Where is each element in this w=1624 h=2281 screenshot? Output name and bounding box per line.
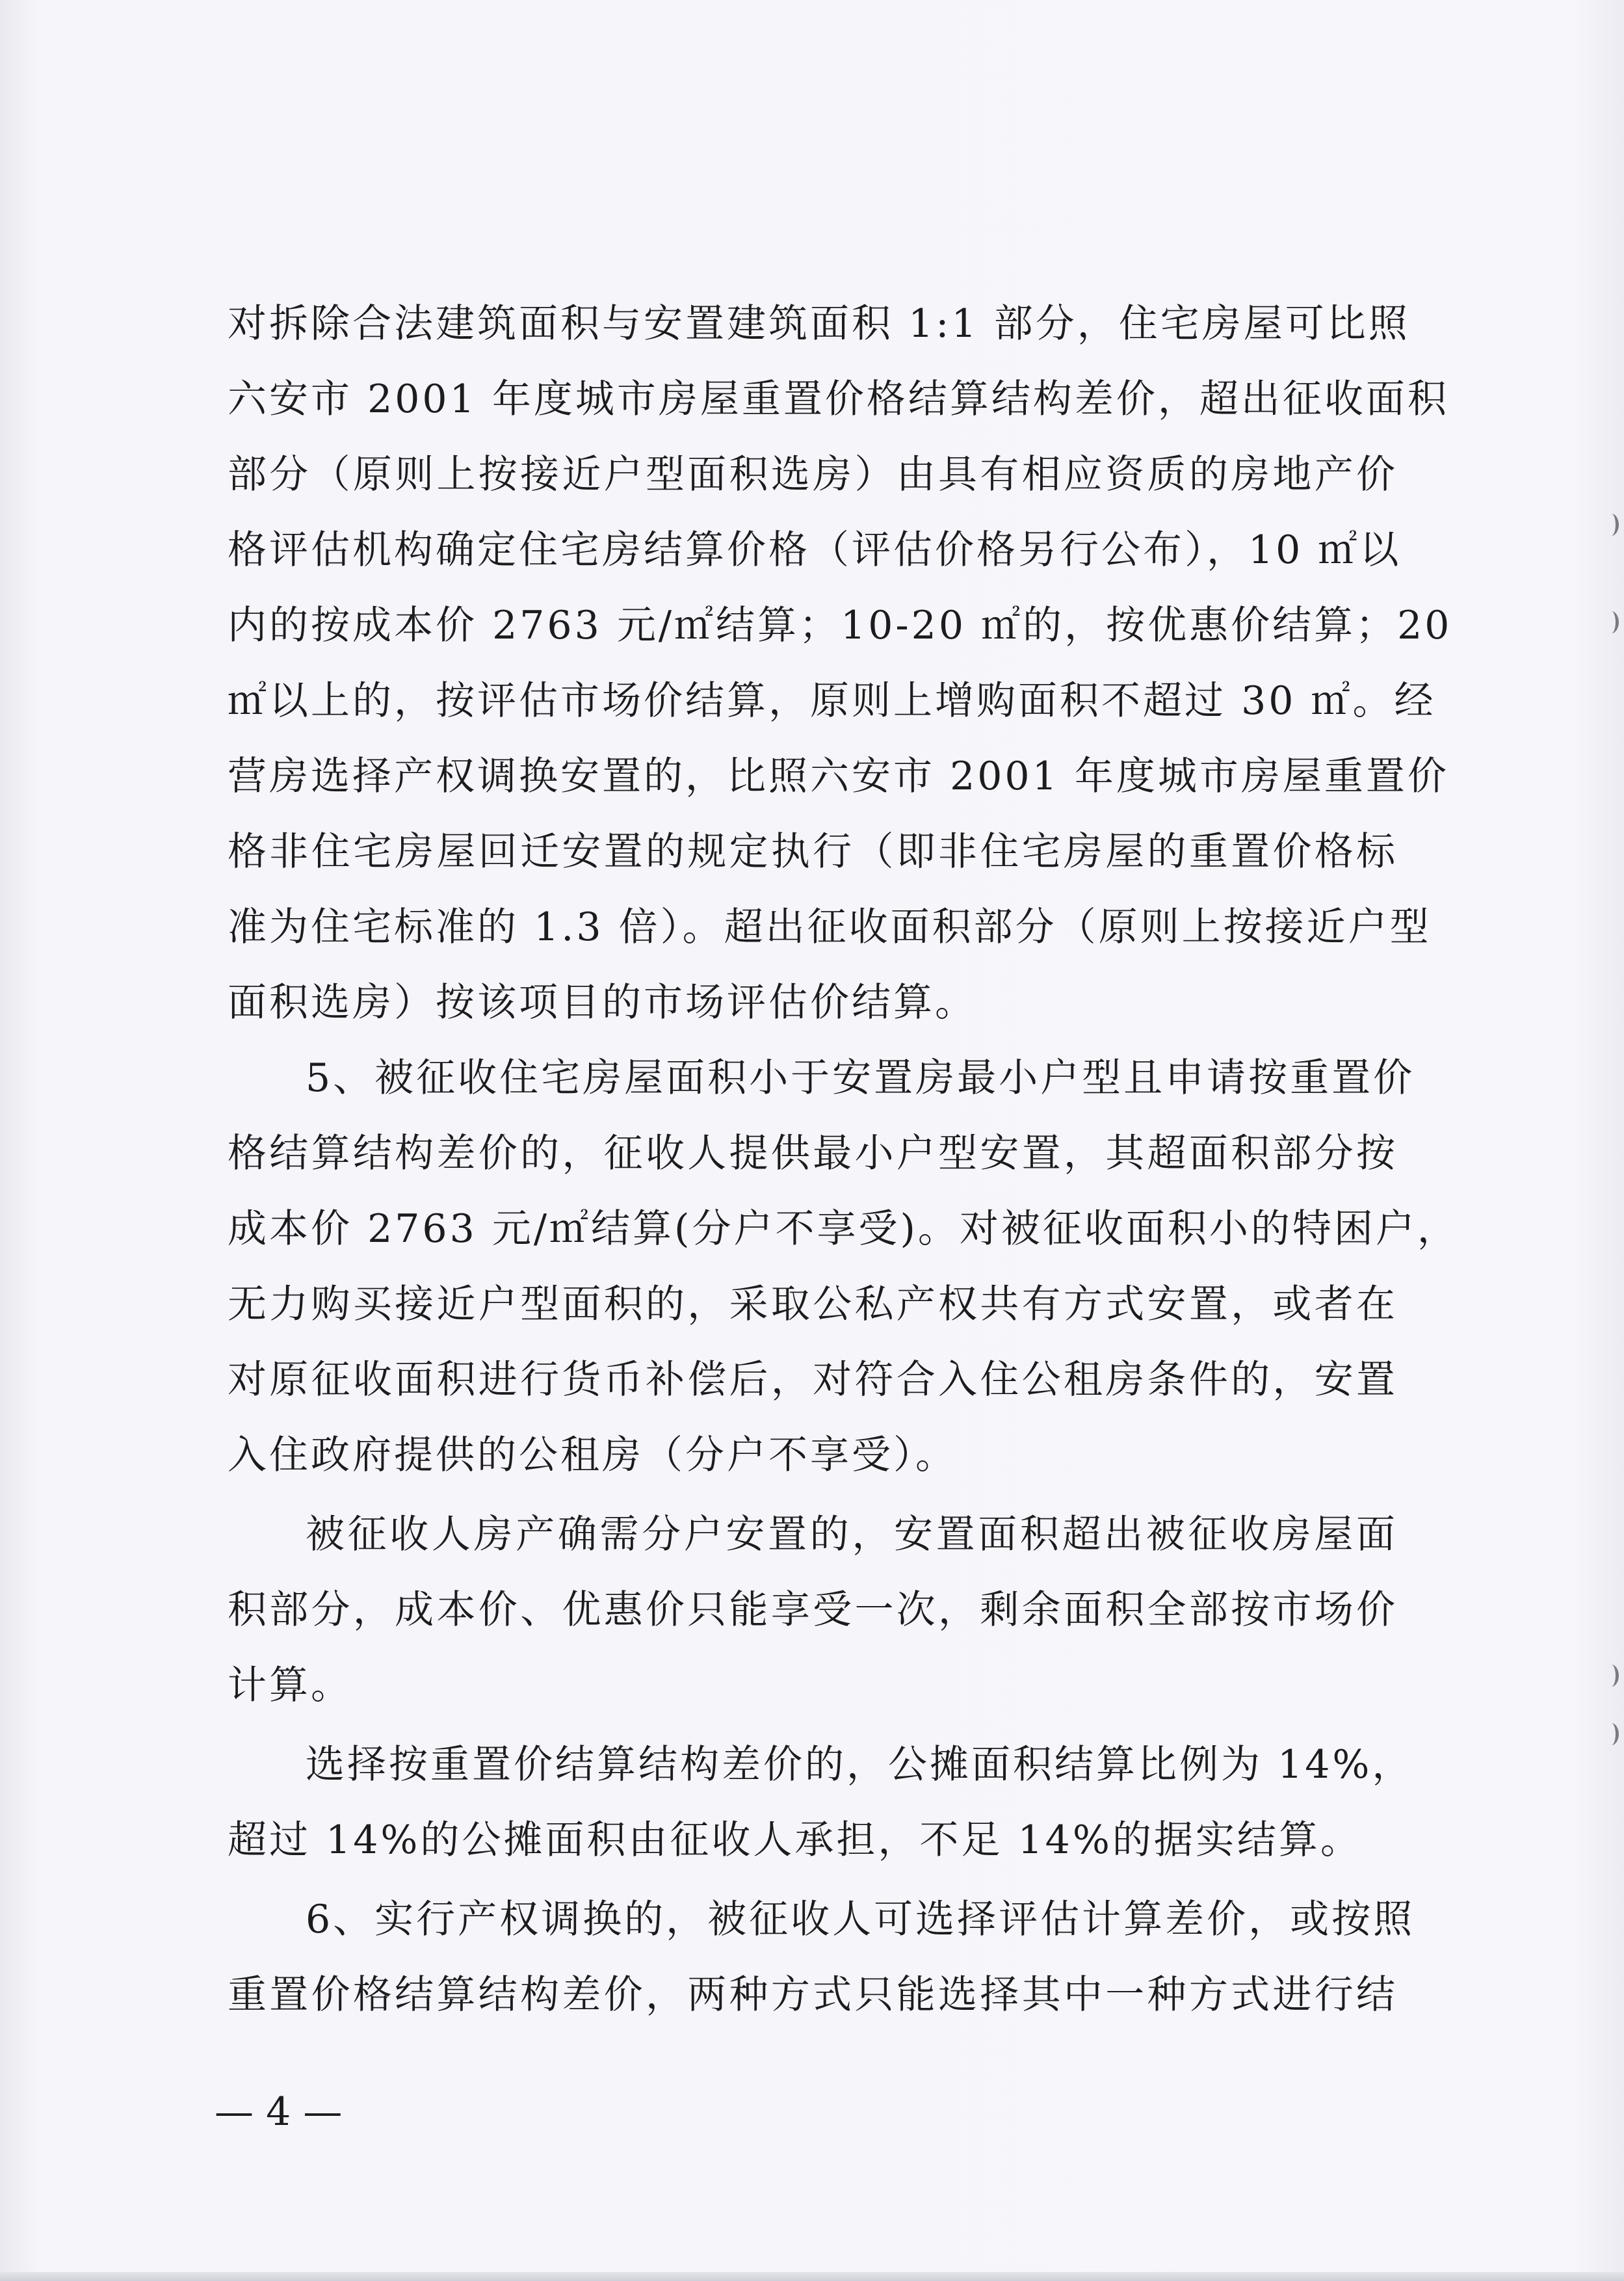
text-line: 营房选择产权调换安置的，比照六安市 2001 年度城市房屋重置价 (228, 754, 1449, 799)
text-line: 内的按成本价 2763 元/㎡结算；10-20 ㎡的，按优惠价结算；20 (228, 603, 1452, 648)
paragraph-start-line: 被征收人房产确需分户安置的，安置面积超出被征收房屋面 (306, 1512, 1398, 1557)
text-line: 格非住宅房屋回迁安置的规定执行（即非住宅房屋的重置价格标 (228, 829, 1398, 875)
scan-bottom-edge (0, 2272, 1624, 2281)
binding-mark (1604, 611, 1619, 633)
text-line: 无力购买接近户型面积的，采取公私产权共有方式安置，或者在 (228, 1282, 1398, 1327)
text-line: 格评估机构确定住宅房结算价格（评估价格另行公布），10 ㎡以 (228, 527, 1402, 573)
text-line: 计算。 (228, 1663, 352, 1708)
text-line: 对拆除合法建筑面积与安置建筑面积 1:1 部分，住宅房屋可比照 (228, 301, 1410, 347)
paragraph-start-line: 5、被征收住宅房屋面积小于安置房最小户型且申请按重置价 (306, 1055, 1415, 1101)
binding-mark (1604, 514, 1619, 536)
text-line: 重置价格结算结构差价，两种方式只能选择其中一种方式进行结 (228, 1972, 1398, 2018)
text-line: 格结算结构差价的，征收人提供最小户型安置，其超面积部分按 (228, 1131, 1398, 1176)
text-line: 部分（原则上按接近户型面积选房）由具有相应资质的房地产价 (228, 452, 1398, 497)
paragraph-start-line: 6、实行产权调换的，被征收人可选择评估计算差价，或按照 (306, 1897, 1415, 1942)
text-line: ㎡以上的，按评估市场价结算，原则上增购面积不超过 30 ㎡。经 (228, 678, 1436, 724)
text-line: 面积选房）按该项目的市场评估价结算。 (228, 980, 976, 1025)
text-line: 超过 14%的公摊面积由征收人承担，不足 14%的据实结算。 (228, 1817, 1362, 1863)
document-body (228, 286, 1459, 2033)
text-line: 六安市 2001 年度城市房屋重置价格结算结构差价，超出征收面积 (228, 376, 1449, 422)
text-line: 成本价 2763 元/㎡结算(分户不享受)。对被征收面积小的特困户， (228, 1206, 1459, 1252)
text-line: 积部分，成本价、优惠价只能享受一次，剩余面积全部按市场价 (228, 1587, 1398, 1633)
text-line: 对原征收面积进行货币补偿后，对符合入住公租房条件的，安置 (228, 1357, 1398, 1403)
paragraph-start-line: 选择按重置价结算结构差价的，公摊面积结算比例为 14%， (306, 1742, 1414, 1787)
text-line: 入住政府提供的公租房（分户不享受）。 (228, 1432, 957, 1478)
binding-mark (1604, 1665, 1619, 1687)
text-line: 准为住宅标准的 1.3 倍）。超出征收面积部分（原则上按接近户型 (228, 904, 1432, 950)
page-number: — 4 — (215, 2089, 343, 2135)
binding-mark (1604, 1723, 1619, 1745)
